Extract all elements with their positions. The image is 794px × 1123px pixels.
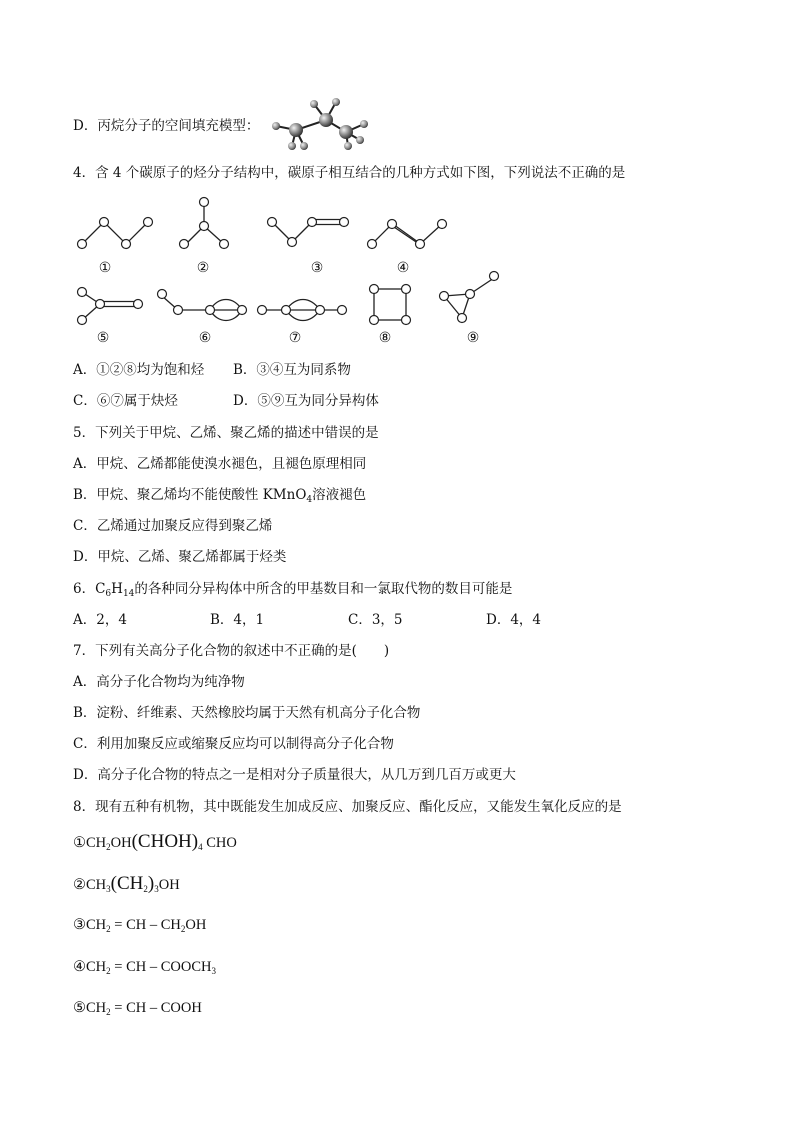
q8-formula-4: $④CH_2$ = CH – $COOCH_3$ [73,959,216,976]
q8-formula-1: $①CH_2OH(CHOH)_4$ CHO [73,831,237,852]
q8-formula-2: $②CH_3(CH_2)_3OH$ [73,873,180,894]
q5-option-d: D．甲烷、乙烯、聚乙烯都属于烃类 [73,549,287,565]
q7-stem: 7．下列有关高分子化合物的叙述中不正确的是( ) [73,643,390,659]
diagram-label-1: ① [98,260,112,276]
q4-option-a: A．①②⑧均为饱和烃 [73,362,205,378]
q4-option-c: C．⑥⑦属于炔烃 [73,393,178,409]
propane-space-filling-model-image [262,96,374,152]
q6-option-c: C．3，5 [348,612,403,628]
q6-option-b: B．4，1 [210,612,265,628]
q6-option-a: A．2，4 [73,612,127,628]
q5-option-a: A．甲烷、乙烯都能使溴水褪色，且褪色原理相同 [73,456,367,472]
diagram-label-4: ④ [396,260,410,276]
q6-option-d: D．4，4 [486,612,542,628]
q4-stem: 4．含 4 个碳原子的烃分子结构中，碳原子相互结合的几种方式如下图，下列说法不正确的是 [73,165,626,181]
q6-stem: 6．$C_6H_{14}$的各种同分异构体中所含的甲基数目和一氯取代物的数目可能是 [73,581,513,599]
q7-option-d: D．高分子化合物的特点之一是相对分子质量很大，从几万到几百万或更大 [73,767,516,783]
q8-formula-5: $⑤CH_2$ = CH – COOH [73,1000,202,1017]
q5-option-b: B．甲烷、聚乙烯均不能使酸性 KMnO$_4$溶液褪色 [73,487,367,505]
q4-option-b: B．③④互为同系物 [233,362,351,378]
q5-option-c: C．乙烯通过加聚反应得到聚乙烯 [73,518,273,534]
diagram-label-7: ⑦ [288,330,302,346]
q7-option-b: B．淀粉、纤维素、天然橡胶均属于天然有机高分子化合物 [73,705,421,721]
q8-formula-3: $③CH_2$ = CH – $CH_2OH$ [73,917,207,934]
diagram-label-8: ⑧ [378,330,392,346]
diagram-label-6: ⑥ [198,330,212,346]
q3-option-d: D．丙烷分子的空间填充模型： [73,118,260,134]
q8-stem: 8．现有五种有机物，其中既能发生加成反应、加聚反应、酯化反应，又能发生氧化反应的是 [73,799,622,815]
diagram-label-2: ② [196,260,210,276]
q7-option-a: A．高分子化合物均为纯净物 [73,674,245,690]
diagram-label-5: ⑤ [96,330,110,346]
q5-stem: 5．下列关于甲烷、乙烯、聚乙烯的描述中错误的是 [73,425,379,441]
diagram-label-3: ③ [310,260,324,276]
q7-option-c: C．利用加聚反应或缩聚反应均可以制得高分子化合物 [73,736,394,752]
q4-option-d: D．⑤⑨互为同分异构体 [233,393,379,409]
diagram-label-9: ⑨ [466,330,480,346]
